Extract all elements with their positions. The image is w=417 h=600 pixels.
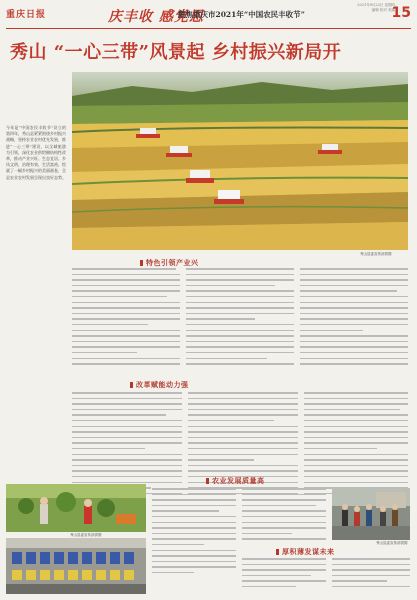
village-image	[332, 488, 410, 540]
headline-text: “一心三带”风景起 乡村振兴新局开	[53, 42, 342, 63]
masthead-rule	[6, 28, 411, 29]
feature-subtitle: 聚焦重庆市2021年“中国农民丰收节”	[178, 10, 306, 19]
newspaper-logo: 重庆日报	[6, 10, 47, 20]
section-head-1: 特色引领产业兴	[140, 258, 199, 268]
page-number: 15	[391, 5, 411, 21]
hero-credit: 秀山县委宣传部供图	[360, 252, 392, 256]
text-column-9	[242, 558, 326, 596]
section-head-4: 厚积薄发谋未来	[276, 547, 335, 557]
warehouse-photo	[6, 538, 146, 594]
harvest-field-image	[72, 72, 408, 250]
issue-meta	[357, 3, 395, 13]
village-photo	[332, 488, 410, 540]
hero-photo	[72, 72, 408, 250]
text-column-3	[300, 268, 408, 376]
masthead	[0, 0, 417, 30]
lead-paragraph: 今年是“中国农民丰收节”设立的第四年，秀山县紧紧围绕乡村振兴战略，坚持农业农村优先发展，推进“一心三带”建设，以全域旅游为引领，深化农业供给侧结构性改革，推动产业兴旺、生态宜居、乡风文明、治理有效、生活富裕，绘就了一幅乡村振兴的美丽画卷，全县农业农村发展呈现出良好态势。	[6, 125, 66, 180]
text-column-8	[242, 488, 326, 544]
text-column-10	[332, 558, 410, 596]
issue-date: 2021年9月23日 星期四	[357, 3, 395, 7]
text-column-7	[152, 488, 236, 580]
text-column-1	[72, 268, 180, 376]
feature-title: 庆丰收 感党恩	[108, 9, 204, 25]
village-photo-credit: 秀山县委宣传部供图	[376, 541, 408, 545]
harvester-3	[186, 170, 214, 183]
section-head-2: 改革赋能动力强	[130, 380, 189, 390]
picking-photo-credit: 秀山县委宣传部供图	[70, 533, 102, 537]
text-column-2	[186, 268, 294, 376]
picking-photo	[6, 484, 146, 532]
harvester-4	[214, 190, 244, 204]
headline-place: 秀山	[10, 42, 47, 63]
warehouse-image	[6, 538, 146, 594]
picking-image	[6, 484, 146, 532]
section-head-3: 农业发展质量高	[206, 476, 265, 486]
text-column-6	[304, 392, 408, 502]
issue-editors: 编辑 校对 美编	[371, 8, 395, 12]
main-headline	[10, 38, 410, 64]
